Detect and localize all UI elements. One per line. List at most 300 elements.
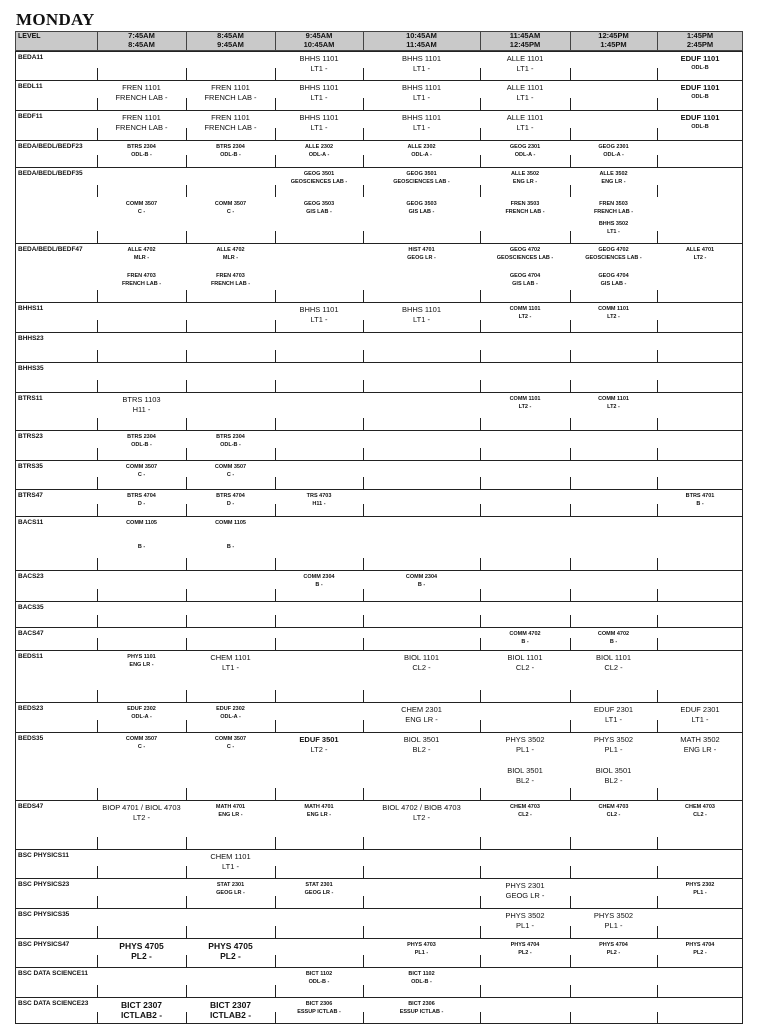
- row-level-label: BHHS23: [18, 335, 44, 342]
- cell-divider: [275, 185, 276, 197]
- course-code: FREN 1101: [211, 83, 250, 92]
- class-entry: [363, 970, 480, 986]
- room: H11 -: [132, 405, 151, 414]
- class-entry: [570, 705, 657, 725]
- cell-divider: [275, 955, 276, 967]
- course-code: TRS 4703: [306, 493, 332, 499]
- cell-divider: [186, 185, 187, 197]
- cell-divider: [97, 788, 98, 800]
- cell-divider: [657, 448, 658, 460]
- class-entry: [657, 803, 743, 819]
- room: ENG LR -: [129, 662, 154, 668]
- class-entry: [363, 170, 480, 186]
- room: LT1 -: [310, 64, 328, 73]
- cell-divider: [363, 589, 364, 601]
- class-entry: [480, 143, 570, 159]
- class-entry: [657, 881, 743, 897]
- header-slot: 8:45AM 9:45AM: [217, 31, 244, 49]
- row-level-label: BHHS11: [18, 305, 44, 312]
- cell-divider: [97, 558, 98, 570]
- cell-divider: [657, 690, 658, 702]
- cell-divider: [657, 589, 658, 601]
- room: ENG LR -: [601, 179, 626, 185]
- class-entry: [480, 941, 570, 957]
- room: LT1 -: [413, 64, 430, 73]
- course-code: CHEM 1101: [210, 852, 251, 861]
- header-slot: 11:45AM 12:45PM: [509, 31, 541, 49]
- course-code: FREN 1101: [211, 113, 250, 122]
- room: CL2 -: [412, 663, 431, 672]
- cell-divider: [186, 896, 187, 908]
- cell-divider: [657, 185, 658, 197]
- cell-divider: [363, 231, 364, 243]
- course-code: FREN 3503: [510, 201, 540, 207]
- row-divider: [15, 332, 743, 333]
- room: B -: [226, 544, 235, 550]
- cell-divider: [363, 504, 364, 516]
- course-code: ALLE 1101: [506, 54, 544, 63]
- cell-divider: [480, 690, 481, 702]
- class-entry: [186, 272, 275, 288]
- class-entry: [275, 113, 363, 133]
- class-entry: [275, 83, 363, 103]
- room: C -: [226, 744, 235, 750]
- cell-divider: [275, 720, 276, 732]
- cell-divider: [363, 558, 364, 570]
- course-code: BICT 1102: [408, 971, 435, 977]
- cell-divider: [186, 380, 187, 392]
- room: PL2 -: [693, 950, 707, 956]
- course-code: BICT 2306: [305, 1001, 333, 1007]
- header-divider: [275, 31, 276, 51]
- room: ODL-B: [691, 65, 709, 71]
- cell-divider: [570, 477, 571, 489]
- row-divider: [15, 51, 743, 52]
- class-entry: [97, 492, 186, 508]
- room: D -: [226, 501, 235, 507]
- room: ESSUP ICTLAB -: [297, 1009, 341, 1015]
- class-entry: [97, 246, 186, 262]
- cell-divider: [186, 290, 187, 302]
- cell-divider: [97, 350, 98, 362]
- room: ODL-A -: [220, 714, 241, 720]
- class-entry: [186, 735, 275, 751]
- class-entry: [570, 395, 657, 411]
- cell-divider: [657, 380, 658, 392]
- course-code: COMM 1101: [509, 306, 541, 312]
- header-divider: [97, 31, 98, 51]
- class-entry: [480, 653, 570, 673]
- cell-divider: [657, 155, 658, 167]
- course-code: BHHS 1101: [401, 305, 442, 314]
- class-entry: [657, 113, 743, 131]
- row-level-label: BACS11: [18, 519, 44, 526]
- room: LT1 -: [516, 123, 534, 132]
- class-entry: [480, 911, 570, 931]
- row-divider: [15, 702, 743, 703]
- cell-divider: [97, 690, 98, 702]
- row-level-label: BTRS47: [18, 492, 43, 499]
- course-code: CHEM 2301: [401, 705, 442, 714]
- cell-divider: [97, 320, 98, 332]
- course-code: COMM 1101: [598, 306, 629, 312]
- cell-divider: [480, 589, 481, 601]
- cell-divider: [275, 866, 276, 878]
- class-entry: [97, 395, 186, 415]
- cell-divider: [186, 985, 187, 997]
- course-code: EDUF 2302: [216, 706, 245, 712]
- class-entry: [570, 911, 657, 931]
- cell-divider: [657, 615, 658, 627]
- cell-divider: [275, 380, 276, 392]
- header-slot: 12:45PM 1:45PM: [598, 31, 629, 49]
- class-entry: [570, 630, 657, 646]
- header-slot: 10:45AM 11:45AM: [406, 31, 437, 49]
- room: LT2 -: [133, 813, 150, 822]
- room: PL2 -: [606, 950, 621, 956]
- course-code: ALLE 1101: [506, 83, 544, 92]
- row-divider: [15, 570, 743, 571]
- room: ODL-B -: [308, 979, 330, 985]
- room: MLR -: [222, 255, 239, 261]
- room: C -: [226, 209, 235, 215]
- cell-divider: [97, 837, 98, 849]
- room: LT2 -: [607, 314, 620, 320]
- cell-divider: [363, 985, 364, 997]
- cell-divider: [480, 866, 481, 878]
- cell-divider: [363, 380, 364, 392]
- cell-divider: [97, 896, 98, 908]
- course-code: CHEM 4703: [685, 804, 715, 810]
- room: GEOSCIENCES LAB -: [585, 255, 642, 261]
- row-level-label: BTRS11: [18, 395, 43, 402]
- row-divider: [15, 489, 743, 490]
- class-entry: [570, 766, 657, 786]
- cell-divider: [657, 477, 658, 489]
- class-entry: [570, 220, 657, 236]
- cell-divider: [97, 615, 98, 627]
- cell-divider: [363, 418, 364, 430]
- class-entry: [97, 705, 186, 721]
- cell-divider: [363, 866, 364, 878]
- cell-divider: [570, 290, 571, 302]
- room: LT2 -: [518, 404, 532, 410]
- class-entry: [186, 1000, 275, 1020]
- course-code: BHHS 1101: [401, 54, 442, 63]
- room: FRENCH LAB -: [121, 281, 162, 287]
- room: LT1 -: [605, 715, 622, 724]
- cell-divider: [657, 558, 658, 570]
- course-code: BICT 2306: [408, 1001, 435, 1007]
- class-entry: [657, 83, 743, 101]
- cell-divider: [570, 68, 571, 80]
- course-code: PHYS 4705: [208, 941, 253, 951]
- room: H11 -: [312, 501, 326, 507]
- course-code: EDUF 3501: [299, 735, 339, 744]
- room: FRENCH LAB -: [115, 93, 168, 102]
- cell-divider: [657, 788, 658, 800]
- cell-divider: [570, 690, 571, 702]
- course-code: COMM 2304: [405, 574, 438, 580]
- row-divider: [15, 430, 743, 431]
- room: PL2 -: [518, 950, 532, 956]
- cell-divider: [97, 68, 98, 80]
- cell-divider: [363, 837, 364, 849]
- row-divider: [15, 392, 743, 393]
- course-code: GEOG 2301: [509, 144, 541, 150]
- cell-divider: [480, 504, 481, 516]
- class-entry: [363, 200, 480, 216]
- class-entry: [480, 113, 570, 133]
- course-code: CHEM 4703: [598, 804, 629, 810]
- class-entry: [570, 170, 657, 186]
- course-code: ALLE 3502: [510, 171, 540, 177]
- cell-divider: [275, 231, 276, 243]
- cell-divider: [363, 638, 364, 650]
- room: GEOG LR -: [216, 890, 245, 896]
- cell-divider: [97, 638, 98, 650]
- class-entry: [97, 519, 186, 527]
- cell-divider: [97, 926, 98, 938]
- row-divider: [15, 967, 743, 968]
- room: LT1 -: [222, 862, 239, 871]
- cell-divider: [97, 290, 98, 302]
- cell-divider: [275, 985, 276, 997]
- course-code: COMM 3507: [214, 201, 247, 207]
- course-code: EDUF 1101: [680, 54, 720, 63]
- cell-divider: [480, 418, 481, 430]
- course-code: COMM 3507: [125, 201, 158, 207]
- room: CL2 -: [515, 663, 535, 672]
- class-entry: [363, 803, 480, 823]
- class-entry: [97, 200, 186, 216]
- course-code: COMM 1101: [509, 396, 541, 402]
- cell-divider: [480, 290, 481, 302]
- room: FRENCH LAB -: [210, 281, 251, 287]
- cell-divider: [570, 589, 571, 601]
- course-code: BIOL 3501: [595, 766, 632, 775]
- cell-divider: [186, 638, 187, 650]
- course-code: ALLE 2302: [304, 144, 334, 150]
- class-entry: [97, 1000, 186, 1020]
- room: ODL-A -: [131, 714, 152, 720]
- room: ODL-B -: [220, 152, 241, 158]
- room: GEOG LR -: [304, 890, 334, 896]
- class-entry: [186, 519, 275, 527]
- room: LT2 -: [518, 314, 532, 320]
- room: C -: [137, 472, 146, 478]
- course-code: GEOG 3501: [303, 171, 335, 177]
- class-entry: [186, 83, 275, 103]
- row-level-label: BSC PHYSICS35: [18, 911, 70, 918]
- row-divider: [15, 80, 743, 81]
- room: ODL-A -: [411, 152, 432, 158]
- class-entry: [275, 970, 363, 986]
- row-level-label: BEDA/BEDL/BEDF47: [18, 246, 83, 253]
- course-code: GEOG 4702: [598, 247, 629, 253]
- course-code: EDUF 2301: [593, 705, 634, 714]
- course-code: BTRS 2304: [216, 434, 245, 440]
- cell-divider: [275, 477, 276, 489]
- class-entry: [275, 143, 363, 159]
- header-level: LEVEL: [18, 33, 41, 40]
- class-entry: [186, 200, 275, 216]
- room: PL2 -: [220, 951, 241, 961]
- course-code: BTRS 4701: [685, 493, 715, 499]
- room: LT1 -: [310, 123, 328, 132]
- room: CL2 -: [518, 812, 532, 818]
- class-entry: [97, 113, 186, 133]
- row-level-label: BACS47: [18, 630, 44, 637]
- class-entry: [480, 83, 570, 103]
- room: CL2 -: [606, 812, 621, 818]
- cell-divider: [275, 418, 276, 430]
- course-code: FREN 1101: [122, 83, 161, 92]
- cell-divider: [275, 558, 276, 570]
- room: GIS LAB -: [408, 209, 435, 215]
- room: B -: [521, 639, 529, 645]
- cell-divider: [275, 788, 276, 800]
- course-code: ALLE 4701: [685, 247, 715, 253]
- class-entry: [97, 803, 186, 823]
- course-code: ALLE 4702: [216, 247, 245, 253]
- cell-divider: [363, 185, 364, 197]
- room: LT2 -: [607, 404, 620, 410]
- cell-divider: [186, 350, 187, 362]
- room: LT1 -: [222, 663, 239, 672]
- header-divider: [657, 31, 658, 51]
- course-code: GEOG 4704: [598, 273, 629, 279]
- course-code: FREN 1101: [122, 113, 161, 122]
- header-divider: [363, 31, 364, 51]
- cell-divider: [186, 558, 187, 570]
- course-code: BIOL 3501: [403, 735, 440, 744]
- class-entry: [657, 492, 743, 508]
- course-code: MATH 3502: [680, 735, 720, 744]
- row-level-label: BEDL11: [18, 83, 43, 90]
- cell-divider: [275, 926, 276, 938]
- cell-divider: [363, 896, 364, 908]
- course-code: PHYS 4705: [119, 941, 164, 951]
- room: LT1 -: [413, 315, 430, 324]
- class-entry: [97, 463, 186, 479]
- cell-divider: [570, 380, 571, 392]
- row-level-label: BEDA/BEDL/BEDF35: [18, 170, 83, 177]
- course-code: GEOG 4704: [509, 273, 541, 279]
- cell-divider: [363, 477, 364, 489]
- class-entry: [97, 735, 186, 751]
- cell-divider: [97, 380, 98, 392]
- course-code: STAT 2301: [216, 882, 245, 888]
- course-code: BTRS 2304: [127, 434, 156, 440]
- course-code: PHYS 1101: [127, 654, 156, 660]
- class-entry: [363, 653, 480, 673]
- class-entry: [186, 941, 275, 961]
- class-entry: [657, 54, 743, 72]
- day-title: MONDAY: [16, 10, 95, 29]
- cell-divider: [480, 720, 481, 732]
- class-entry: [480, 881, 570, 901]
- class-entry: [363, 941, 480, 957]
- cell-divider: [570, 185, 571, 197]
- cell-divider: [480, 231, 481, 243]
- course-code: FREN 4703: [127, 273, 156, 279]
- room: GIS LAB -: [600, 281, 627, 287]
- course-code: COMM 3507: [214, 736, 247, 742]
- course-code: ALLE 4702: [127, 247, 156, 253]
- row-level-label: BSC DATA SCIENCE11: [18, 970, 88, 977]
- table-right: [742, 51, 743, 1024]
- class-entry: [363, 83, 480, 103]
- cell-divider: [275, 589, 276, 601]
- class-entry: [657, 735, 743, 755]
- cell-divider: [186, 615, 187, 627]
- room: ENG LR -: [512, 179, 538, 185]
- class-entry: [97, 543, 186, 551]
- row-level-label: BEDA11: [18, 54, 44, 61]
- row-level-label: BEDA/BEDL/BEDF23: [18, 143, 83, 150]
- cell-divider: [275, 896, 276, 908]
- course-code: COMM 2304: [303, 574, 335, 580]
- room: GIS LAB -: [512, 281, 538, 287]
- class-entry: [480, 200, 570, 216]
- cell-divider: [570, 320, 571, 332]
- room: ODL-B -: [220, 442, 241, 448]
- course-code: ALLE 3502: [599, 171, 628, 177]
- class-entry: [186, 143, 275, 159]
- course-code: BIOL 1101: [595, 653, 632, 662]
- course-code: BICT 2307: [120, 1000, 163, 1010]
- class-entry: [363, 143, 480, 159]
- course-code: GEOG 3503: [303, 201, 335, 207]
- room: GEOSCIENCES LAB -: [393, 179, 450, 185]
- class-entry: [275, 1000, 363, 1016]
- class-entry: [363, 305, 480, 325]
- cell-divider: [186, 788, 187, 800]
- class-entry: [97, 653, 186, 669]
- course-code: PHYS 4703: [407, 942, 436, 948]
- room: PL1 -: [414, 950, 429, 956]
- table-left: [15, 51, 16, 1024]
- row-level-label: BSC PHYSICS11: [18, 852, 69, 859]
- cell-divider: [657, 320, 658, 332]
- row-divider: [15, 110, 743, 111]
- class-entry: [570, 735, 657, 755]
- cell-divider: [570, 896, 571, 908]
- course-code: PHYS 3502: [593, 911, 634, 920]
- room: PL1 -: [604, 745, 623, 754]
- room: PL1 -: [693, 890, 707, 896]
- cell-divider: [570, 98, 571, 110]
- row-divider: [15, 732, 743, 733]
- course-code: EDUF 2302: [127, 706, 156, 712]
- cell-divider: [570, 128, 571, 140]
- room: BL2 -: [516, 776, 534, 785]
- room: GEOG LR -: [505, 891, 545, 900]
- course-code: COMM 3507: [125, 736, 158, 742]
- cell-divider: [363, 350, 364, 362]
- course-code: COMM 1101: [598, 396, 629, 402]
- class-entry: [186, 492, 275, 508]
- room: GEOSCIENCES LAB -: [290, 179, 348, 185]
- row-level-label: BSC DATA SCIENCE23: [18, 1000, 89, 1007]
- class-entry: [363, 735, 480, 755]
- cell-divider: [186, 837, 187, 849]
- class-entry: [480, 170, 570, 186]
- room: BL2 -: [604, 776, 623, 785]
- course-code: COMM 4702: [597, 631, 630, 637]
- class-entry: [275, 54, 363, 74]
